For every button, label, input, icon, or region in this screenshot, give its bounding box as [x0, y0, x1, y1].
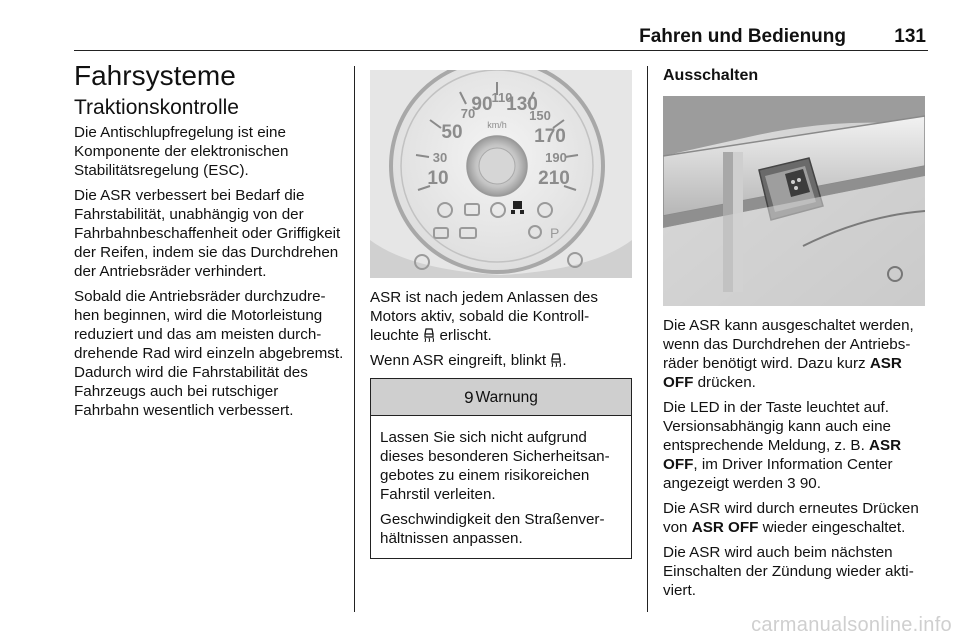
page-number: 131 — [894, 26, 926, 47]
paragraph: Lassen Sie sich nicht aufgrund dieses besonderen Sicherheitsangebotes zu einem risikoreichen Fahrstil verleiten. — [380, 429, 610, 503]
gauge-unit: km/h — [487, 120, 507, 130]
asr-off-label: ASR OFF — [663, 355, 902, 391]
chapter-heading: Fahrsysteme — [74, 60, 236, 91]
gauge-label: 210 — [538, 168, 570, 189]
paragraph: Die ASR wird durch erneutes Drücken von ASR OFF wieder eingeschaltet. — [663, 500, 919, 536]
speedometer-image — [370, 70, 632, 278]
asr-off-label: ASR OFF — [663, 437, 902, 473]
paragraph: Die ASR verbessert bei Bedarf die Fahrstabilität, unabhängig von der Fahrbahnbeschaffenheit oder Griffigkeit der Reifen, indem sie das Durchdrehen der Antriebsräder verhindert. — [74, 187, 341, 280]
traction-control-icon — [550, 353, 562, 367]
column-divider-right — [647, 66, 648, 612]
header-divider — [74, 50, 928, 51]
traction-control-icon — [423, 328, 435, 342]
warning-header — [371, 379, 631, 416]
gauge-label: 170 — [534, 126, 566, 147]
gauge-label: 130 — [506, 94, 538, 115]
gauge-label: 70 — [460, 106, 476, 121]
paragraph: Sobald die Antriebsräder durchzudrehen beginnen, wird die Motorleistung reduziert und das am meisten durchdrehende Rad wird einzeln abgebremst. Dadurch wird die Fahrstabilität des Fahrzeugs auch bei rutschiger Fahrbahn wesentlich verbessert. — [74, 288, 344, 419]
paragraph: Die ASR kann ausgeschaltet werden, wenn das Durchdrehen der Antriebsräder benötigt wird. Dazu kurz ASR OFF drücken. — [663, 317, 914, 391]
page-reference-icon: 3 — [787, 475, 796, 492]
asr-off-switch-image — [663, 96, 925, 306]
gauge-label: 110 — [491, 90, 513, 105]
gauge-label: 90 — [471, 94, 493, 115]
gauge-label: 10 — [427, 168, 449, 189]
paragraph: Die ASR wird auch beim nächsten Einschalten der Zündung wieder aktiviert. — [663, 544, 914, 599]
page-reference[interactable]: 90. — [799, 475, 821, 492]
page-header — [74, 24, 928, 50]
warning-body — [371, 416, 631, 558]
left-column — [74, 58, 344, 426]
warning-icon: 9 — [464, 387, 474, 407]
middle-column — [370, 70, 632, 559]
gauge-label: 190 — [545, 150, 567, 165]
warning-title: Warnung — [475, 388, 538, 406]
paragraph: Geschwindigkeit den Straßenverhältnissen anpassen. — [380, 511, 605, 547]
paragraph: ASR ist nach jedem Anlassen des Motors aktiv, sobald die Kontrollleuchte erlischt. — [370, 289, 598, 344]
asr-off-label: ASR OFF — [691, 519, 759, 536]
column-divider-left — [354, 66, 355, 612]
section-heading: Ausschalten — [663, 67, 759, 84]
watermark: carmanualsonline.info — [751, 614, 952, 636]
section-heading: Traktionskontrolle — [74, 96, 239, 119]
right-column — [663, 66, 928, 606]
gauge-label: 50 — [441, 122, 463, 143]
warning-box — [370, 378, 632, 559]
paragraph: Wenn ASR eingreift, blinkt . — [370, 352, 567, 369]
gauge-label: 30 — [432, 150, 448, 165]
paragraph: Die LED in der Taste leuchtet auf. Versionsabhängig kann auch eine entsprechende Meldung, z. B. ASR OFF, im Driver Information Center angezeigt werden 3 90. — [663, 399, 902, 492]
svg-text:P: P — [550, 225, 560, 241]
section-title: Fahren und Bedienung — [639, 26, 846, 47]
paragraph: Die Antischlupfregelung ist eine Komponente der elektronischen Stabilitätsregelung (ESC). — [74, 124, 289, 179]
gauge-label: 150 — [529, 108, 551, 123]
